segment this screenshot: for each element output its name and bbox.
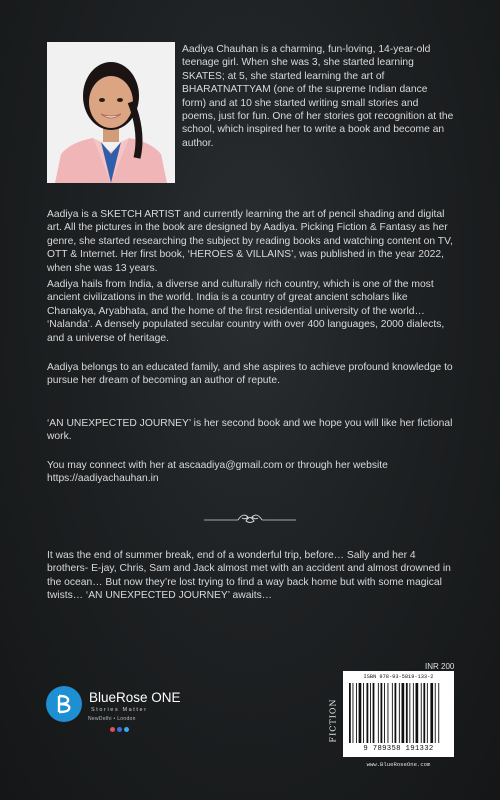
author-bio-paragraph: Aadiya hails from India, a diverse and culturally rich country, which is one of the most ancient civilizations in the world. India is a country of great ancient scholars like Chanakya, Aryabhata, and the home of the first residential university of the world… ‘Nalanda’. A densely populated secular country with over 400 languages, 2000 dialects, and a universe of heritage. [47,279,445,344]
publisher-tagline: Stories Matter [91,707,148,713]
publisher-cities: NewDelhi • London [88,716,136,722]
publisher-website: www.BlueRoseOne.com [366,761,431,768]
facebook-icon [117,727,122,732]
genre-label [326,690,340,750]
author-bio-paragraph: Aadiya belongs to an educated family, and she aspires to achieve profound knowledge to pursue her dream of becoming an author of repute. [47,362,453,387]
genre-text: FICTION [328,698,338,742]
social-icons [110,727,129,732]
price-label: INR 200 [425,662,455,671]
book-blurb: It was the end of summer break, end of a wonderful trip, before… Sally and her 4 brothers- E-jay, Chris, Sam and Jack almost met with an accident and almost drowned in the ocean… But now they’re lost trying to find a way back home but with some magical twists… ‘AN UNEXPECTED JOURNEY’ awaits… [47,550,451,602]
author-bio-intro: Aadiya Chauhan is a charming, fun-loving, 14-year-old teenage girl. When she was 3, she started learning SKATES; at 5, she started learning the art of BHARATNATTYAM (one of the supreme Indian dance form) and at 10 she started writing small stories and poems, just for fun. One of her stories got recognition at the school, which inspired her to write a book and become an author. [182,44,454,149]
twitter-icon [124,727,129,732]
author-photo [47,42,175,183]
isbn-barcode [343,671,454,757]
author-bio-paragraph: ‘AN UNEXPECTED JOURNEY’ is her second book and we hope you will like her fictional work. [47,418,453,443]
isbn-label: ISBN 978-93-5819-133-2 [363,674,434,680]
ornament-divider-icon [200,511,300,527]
barcode-icon [347,683,450,743]
isbn-number: 9 789358 191332 [363,745,434,753]
author-contact: You may connect with her at ascaadiya@gmail.com or through her website https://aadiyachauhan.in [47,460,388,485]
publisher-name: BlueRose ONE [89,690,181,705]
instagram-icon [110,727,115,732]
author-bio-paragraph: Aadiya is a SKETCH ARTIST and currently learning the art of pencil shading and digital art. All the pictures in the book are designed by Aadiya. Picking Fiction & Fantasy as her genre, she started researching the subject by reading books and watching content on TV, OTT & Internet. Her first book, ‘HEROES & VILLAINS’, was published in the year 2022, when she was 13 years. [47,209,453,274]
publisher-logo-icon [46,686,82,722]
